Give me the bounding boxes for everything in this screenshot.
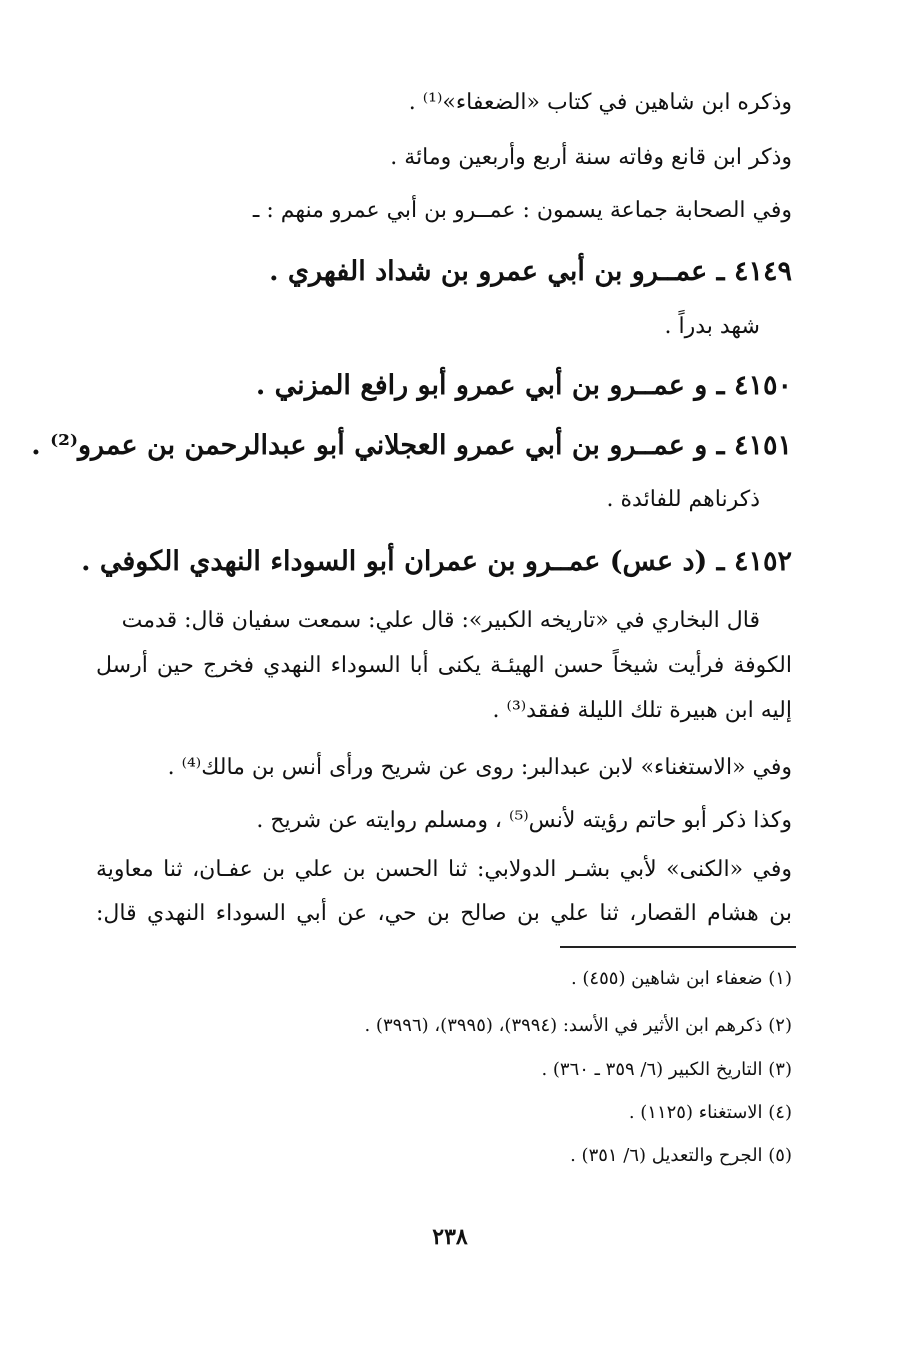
entry-heading: ٤١٥٢ ـ (د عس) عمــرو بن عمران أبو السوداء النهدي الكوفي . — [81, 546, 792, 577]
entry-heading: ٤١٥٠ ـ و عمــرو بن أبي عمرو أبو رافع المزني . — [255, 370, 792, 401]
text-line: بن هشام القصار، ثنا علي بن صالح بن حي، عن أبي السوداء النهدي قال: — [96, 901, 792, 926]
text-line: إليه ابن هبيرة تلك الليلة ففقد⁽³⁾ . — [492, 698, 792, 723]
footnote: (٥) الجرح والتعديل (٦/ ٣٥١) . — [570, 1145, 792, 1166]
footnote: (٤) الاستغناء (١١٢٥) . — [628, 1102, 792, 1123]
text-line: وكذا ذكر أبو حاتم رؤيته لأنس⁽⁵⁾ ، ومسلم روايته عن شريح . — [256, 808, 792, 833]
text-line: وذكره ابن شاهين في كتاب «الضعفاء»⁽¹⁾ . — [408, 90, 792, 115]
footnote-separator — [560, 946, 796, 948]
text-line: وفي «الاستغناء» لابن عبدالبر: روى عن شريح ورأى أنس بن مالك⁽⁴⁾ . — [167, 755, 792, 780]
page-number: ٢٣٨ — [432, 1224, 468, 1250]
footnote: (١) ضعفاء ابن شاهين (٤٥٥) . — [570, 968, 792, 989]
text-line: وذكر ابن قانع وفاته سنة أربع وأربعين ومائة . — [390, 145, 792, 170]
entry-heading: ٤١٤٩ ـ عمــرو بن أبي عمرو بن شداد الفهري . — [269, 256, 792, 287]
text-line: ذكرناهم للفائدة . — [606, 487, 760, 512]
text-line: شهد بدراً . — [664, 314, 760, 339]
text-line: وفي «الكنى» لأبي بشـر الدولابي: ثنا الحسن بن علي بن عفـان، ثنا معاوية — [96, 857, 792, 882]
text-line: قال البخاري في «تاريخه الكبير»: قال علي: سمعت سفيان قال: قدمت — [121, 608, 760, 633]
text-line: الكوفة فرأيت شيخاً حسن الهيئـة يكنى أبا السوداء النهدي فخرج حين أرسل — [96, 653, 792, 678]
text-line: وفي الصحابة جماعة يسمون : عمــرو بن أبي عمرو منهم : ـ — [252, 198, 792, 223]
footnote: (٣) التاريخ الكبير (٦/ ٣٥٩ ـ ٣٦٠) . — [541, 1059, 792, 1080]
footnote: (٢) ذكرهم ابن الأثير في الأسد: (٣٩٩٤)، (٣٩٩٥)، (٣٩٩٦) . — [364, 1015, 792, 1036]
entry-heading: ٤١٥١ ـ و عمــرو بن أبي عمرو العجلاني أبو عبدالرحمن بن عمرو⁽²⁾ . — [31, 430, 792, 461]
